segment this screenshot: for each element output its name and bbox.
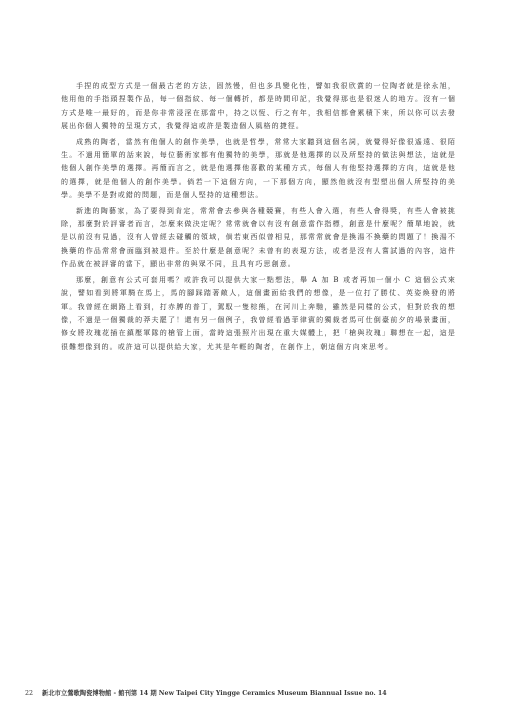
- article-body: [61, 80, 456, 356]
- paragraph-4: 那麼，創意有公式可套用嗎？或許我可以提供大家一點想法，舉 A 加 B 或者再加一個小 C 這個公式來說，譬如看到將軍騎在馬上，馬的腳踩踏著敵人，這個畫面給我們的想像，是一位打了勝仗、英姿煥發的將軍。我曾經在網路上看到，打赤膊的普丁，駕馭一隻棕熊，在河川上奔馳，雖然是同樣的公式，但對於我的想像，不過是一個獨裁的莽夫罷了！還有另一個例子，我曾經看過菲律賓的獨裁者馬可仕倒臺前夕的場景畫面，修女將玫瑰花插在鎮壓軍隊的槍管上面，當時這張照片出現在重大媒體上，把「槍與玫瑰」聯想在一起，這是很難想像到的。或許這可以提供給大家，尤其是年輕的陶者，在創作上，朝這個方向來思考。: [61, 275, 456, 351]
- publication-title: 新北市立鶯歌陶瓷博物館 - 館刊第 14 期 New Taipei City Yingge Ceramics Museum Biannual Issue no. 14: [42, 690, 387, 697]
- page-number: 22: [25, 690, 34, 697]
- paragraph-3: 新進的陶藝家，為了要得到肯定，常常會去參與各種競賽，有些人會入選，有些人會得獎，有些人會被挑除，那麼對於評審者而言，怎麼來做決定呢？常常就會以有沒有創意當作指標，創意是什麼呢？簡單地說，就是以前沒有見過，沒有人曾經去碰觸的領域，倘若東西似曾相見，那常常就會是換湯不換藥的問題了！換湯不換藥的作品常常會面臨到被退件。至於什麼是創意呢？未曾有的表現方法，或者是沒有人嘗試過的內容，這件作品就在被評審的當下，顯出非常的與眾不同，且具有巧思創意。: [61, 206, 456, 269]
- page-footer: [25, 688, 387, 697]
- paragraph-2: 成熟的陶者，當然有他個人的創作美學，也就是哲學，常常大家聽到這個名詞，就覺得好像很遙遠、很陌生。不過用簡單的話來說，每位藝術家都有他獨特的美學，那就是他選擇的以及所堅持的做法與想法，這就是他個人創作美學的選擇。再簡而言之，就是他選擇他喜歡的某種方式，每個人有他堅持選擇的方向，這就是他的選擇，就是他個人的創作美學。倘若一下這個方向，一下那個方向，顯然他就沒有型塑出個人所堅持的美學。美學不是對或錯的問題，而是個人堅持的這種想法。: [61, 137, 456, 200]
- paragraph-1: 手捏的成型方式是一個最古老的方法，固然慢，但也多具變化性，譬如我很欣賞的一位陶者就是徐永旭，他用他的手指頭捏製作品，每一個指紋、每一個轉折，都是時間印記，我覺得那也是很迷人的地方。沒有一個方式是唯一最好的，而是你非常浸淫在那當中，持之以恆、行之有年，我相信都會累積下來，所以你可以去發展出你個人獨特的呈現方式，我覺得這或許是製造個人風格的捷徑。: [61, 82, 456, 131]
